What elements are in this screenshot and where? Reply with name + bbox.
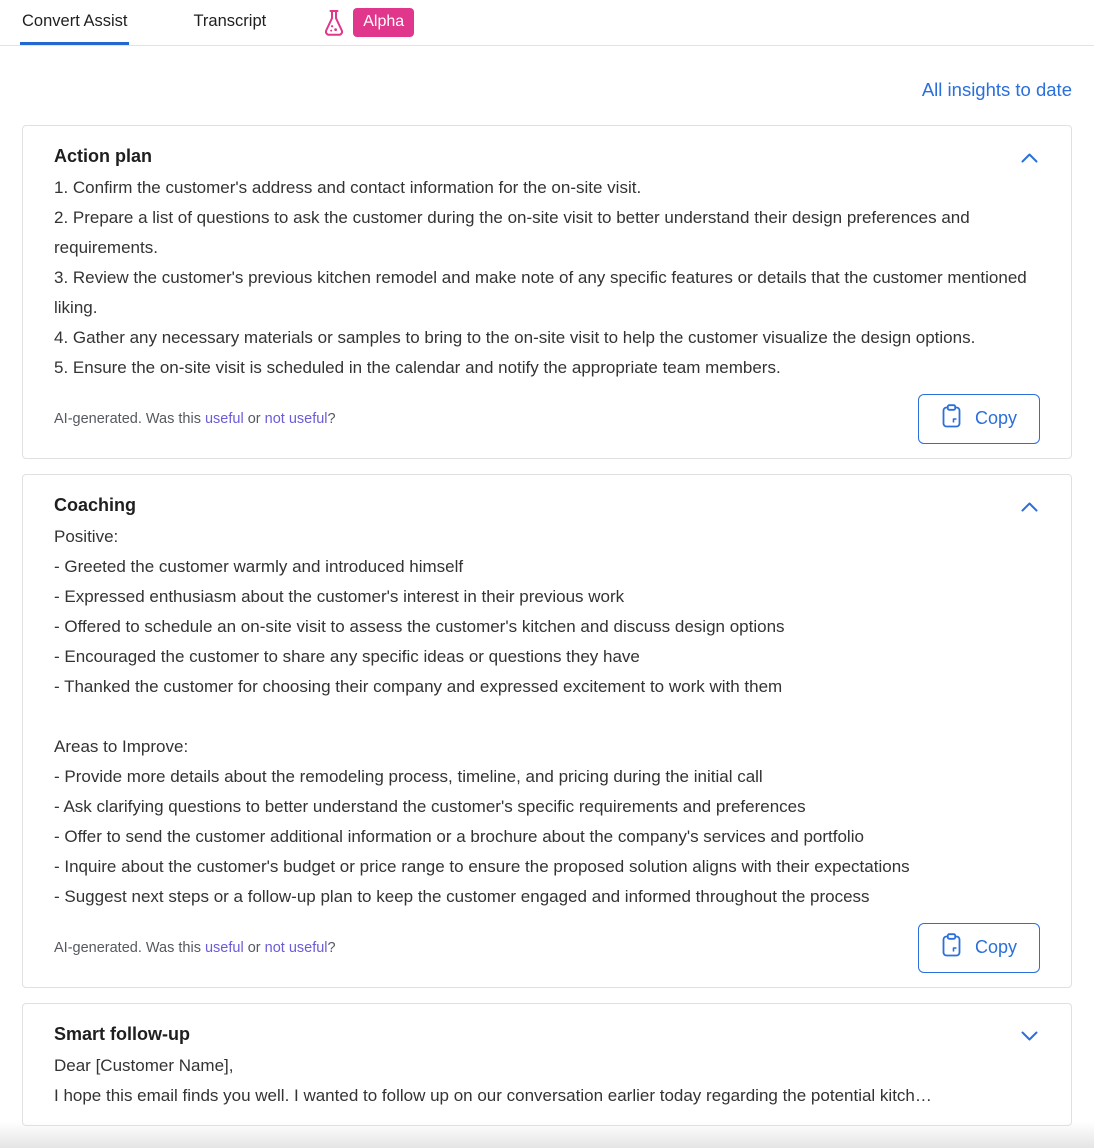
coaching-card [22,474,1072,988]
action-plan-item: 1. Confirm the customer's address and contact information for the on-site visit. [54,178,642,197]
coaching-item: - Offer to send the customer additional information or a brochure about the company's services and portfolio [54,827,864,846]
coaching-item: - Inquire about the customer's budget or price range to ensure the proposed solution aligns with their expectations [54,857,910,876]
coaching-item: - Suggest next steps or a follow-up plan to keep the customer engaged and informed throughout the process [54,887,870,906]
ai-note-text: AI-generated. Was this [54,411,205,427]
tab-transcript-label: Transcript [193,11,267,30]
copy-button-label: Copy [974,408,1017,428]
flask-icon [322,9,346,37]
copy-button[interactable] [918,394,1040,444]
coaching-title: Coaching [54,495,137,515]
coaching-item: - Expressed enthusiasm about the customer's interest in their previous work [54,587,625,606]
action-plan-body [54,173,1040,383]
ai-note-text: ? [327,411,336,427]
ai-note-text: or [243,411,265,427]
expand-button[interactable] [1019,1029,1040,1043]
action-plan-card [22,125,1072,459]
alpha-group [322,0,414,45]
action-plan-item: 5. Ensure the on-site visit is scheduled in the calendar and notify the appropriate team members. [54,358,781,377]
coaching-item: - Offered to schedule an on-site visit to assess the customer's kitchen and discuss design options [54,617,785,636]
ai-note-text: or [243,940,265,956]
tab-bar [0,0,1094,46]
coaching-item: - Encouraged the customer to share any specific ideas or questions they have [54,647,640,666]
coaching-item: - Greeted the customer warmly and introduced himself [54,557,464,576]
alpha-badge: Alpha [353,8,414,37]
smart-follow-up-title: Smart follow-up [54,1024,190,1044]
copy-button-label: Copy [974,937,1017,957]
ai-generated-note [54,940,336,956]
clipboard-icon [941,933,962,962]
collapse-button[interactable] [1019,500,1040,514]
action-plan-item: 4. Gather any necessary materials or samples to bring to the on-site visit to help the customer visualize the design options. [54,328,976,347]
useful-link[interactable]: useful [204,940,244,956]
smart-follow-up-card [22,1003,1072,1126]
action-plan-footer [54,394,1040,444]
chevron-down-icon [1021,1029,1038,1044]
action-plan-title: Action plan [54,146,152,166]
copy-button[interactable] [918,923,1040,973]
tab-transcript[interactable] [191,0,268,45]
action-plan-header [54,142,1040,173]
action-plan-item: 2. Prepare a list of questions to ask the customer during the on-site visit to better understand their design preferences and requirements. [54,208,970,257]
chevron-up-icon [1021,151,1038,166]
coaching-body [54,522,1040,912]
action-plan-item: 3. Review the customer's previous kitchen remodel and make note of any specific features or details that the customer mentioned liking. [54,268,1027,317]
coaching-header [54,491,1040,522]
ai-note-text: AI-generated. Was this [54,940,205,956]
coaching-section-heading: Positive: [54,527,119,546]
coaching-item: - Provide more details about the remodeling process, timeline, and pricing during the initial call [54,767,763,786]
chevron-up-icon [1021,500,1038,515]
all-insights-link[interactable]: All insights to date [921,79,1072,100]
not-useful-link[interactable]: not useful [264,411,328,427]
coaching-item: - Ask clarifying questions to better understand the customer's specific requirements and preferences [54,797,806,816]
smart-follow-up-body [54,1051,1040,1111]
follow-up-line-truncated: I hope this email finds you well. I wanted to follow up on our conversation earlier today regarding the potential kitch… [54,1086,932,1105]
smart-follow-up-header [54,1020,1040,1051]
follow-up-line: Dear [Customer Name], [54,1056,234,1075]
clipboard-icon [941,404,962,433]
coaching-footer [54,923,1040,973]
ai-generated-note [54,411,336,427]
useful-link[interactable]: useful [204,411,244,427]
not-useful-link[interactable]: not useful [264,940,328,956]
coaching-section-heading: Areas to Improve: [54,737,189,756]
collapse-button[interactable] [1019,151,1040,165]
ai-note-text: ? [327,940,336,956]
tab-convert-assist-label: Convert Assist [22,11,128,30]
insights-row [0,46,1094,125]
tab-convert-assist[interactable] [20,0,129,45]
blank-line [54,702,1040,732]
coaching-item: - Thanked the customer for choosing their company and expressed excitement to work with them [54,677,783,696]
